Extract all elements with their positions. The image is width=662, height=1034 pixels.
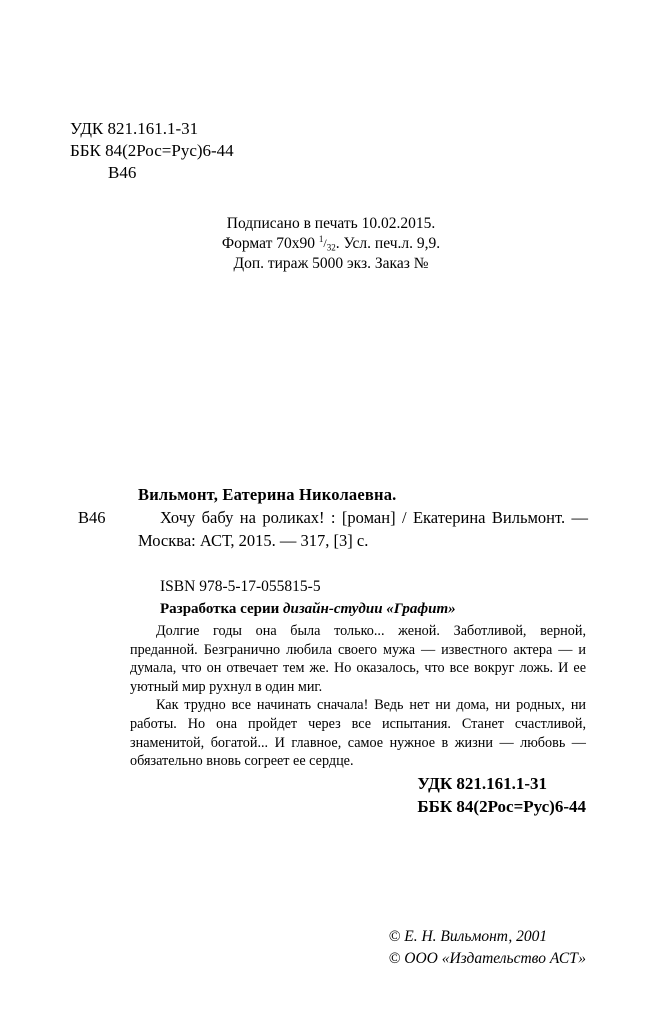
format-suffix: . Усл. печ.л. 9,9. xyxy=(335,235,441,252)
series-design-studio: дизайн-студии «Графит» xyxy=(283,601,456,617)
signed-to-print-line: Подписано в печать 10.02.2015. xyxy=(226,215,436,232)
bibliographic-record xyxy=(78,484,588,552)
format-fraction: $^1/_{32}$ xyxy=(318,234,336,253)
series-design-line xyxy=(160,598,456,620)
format-prefix: Формат 70х90 xyxy=(221,235,319,252)
copyright-publisher: © ООО «Издательство АСТ» xyxy=(388,950,586,967)
record-body xyxy=(78,506,588,552)
annotation-paragraph-1: Долгие годы она была только... женой. Заботливой, верной, преданной. Безгранично любила своего мужа — известного актера — и думала, что он отвечает тем же. Но оказалось, что все вокруг ложь. И ее уютный мир рухнул в один миг. xyxy=(130,623,586,695)
format-line xyxy=(0,234,662,254)
bbk-code-repeat: ББК 84(2Рос=Рус)6-44 xyxy=(417,797,586,816)
classification-block-repeat xyxy=(417,772,586,818)
udk-code-top: УДК 821.161.1-31 xyxy=(70,119,199,138)
isbn-number: ISBN 978-5-17-055815-5 xyxy=(160,578,321,595)
fraction-denominator: 32 xyxy=(326,242,336,253)
isbn-block xyxy=(160,576,456,620)
shelf-mark-top: В46 xyxy=(108,163,137,182)
copyright-block xyxy=(389,926,586,970)
fraction-numerator: 1 xyxy=(318,234,324,244)
bbk-code-top: ББК 84(2Рос=Рус)6-44 xyxy=(70,141,234,160)
classification-block-top xyxy=(70,118,234,184)
udk-code-repeat: УДК 821.161.1-31 xyxy=(417,774,548,793)
imprint-block xyxy=(0,214,662,274)
record-shelf-mark: В46 xyxy=(78,508,106,527)
series-design-prefix: Разработка серии xyxy=(160,601,284,617)
annotation-paragraph-2: Как трудно все начинать сначала! Ведь нет ни дома, ни родных, ни работы. Но она пройдет через все испытания. Станет счастливой, знаменитой, богатой... И главное, самое нужное в жизни — любовь — обязательно вновь согреет ее сердце. xyxy=(130,697,586,770)
circulation-line: Доп. тираж 5000 экз. Заказ № xyxy=(233,255,429,272)
annotation-block xyxy=(130,622,586,771)
record-description: Хочу бабу на роликах! : [роман] / Екатерина Вильмонт. — Москва: АСТ, 2015. — 317, [3] с. xyxy=(138,508,588,550)
copyright-author: © Е. Н. Вильмонт, 2001 xyxy=(388,928,548,945)
record-author: Вильмонт, Еатерина Николаевна. xyxy=(138,485,397,504)
